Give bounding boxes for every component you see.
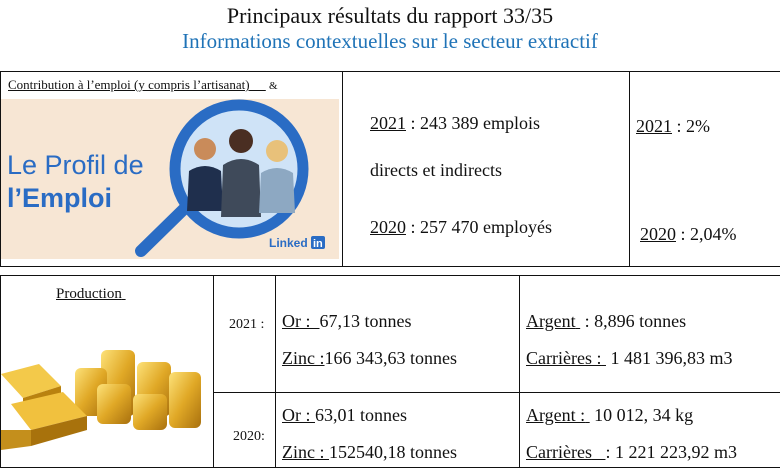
production-year-2020: 2020: (233, 429, 265, 444)
or-2021: Or : 67,13 tonnes (282, 311, 412, 331)
illustration-title-1: Le Profil de (7, 150, 144, 180)
argent-2020: Argent : 10 012, 34 kg (526, 405, 694, 425)
or-2020: Or : 63,01 tonnes (282, 405, 407, 425)
person-body-3 (259, 168, 295, 213)
production-heading: Production (56, 286, 122, 302)
illustration-title-2: l’Emploi (7, 183, 113, 213)
emploi-divider-2 (629, 71, 630, 267)
linkedin-logo-in: in (313, 238, 323, 250)
zinc-2021: Zinc :166 343,63 tonnes (282, 348, 457, 368)
person-head-2 (229, 129, 253, 153)
gold-illustration (1, 334, 211, 464)
person-head-1 (194, 138, 216, 160)
production-divider-3 (519, 275, 520, 468)
carrieres-2021: Carrières : 1 481 396,83 m3 (526, 348, 733, 368)
emploi-heading: Contribution à l’emploi (y compris l’artisanat) & (8, 77, 278, 92)
emploi-2020: 2020 : 257 470 employés (370, 217, 552, 237)
carrieres-2020: Carrières : 1 221 223,92 m3 (526, 442, 737, 462)
person-head-3 (266, 140, 288, 162)
production-row-divider (213, 392, 780, 393)
emploi-2021-cont: directs et indirects (370, 160, 502, 180)
person-body-2 (221, 159, 261, 217)
emploi-divider-1 (342, 71, 343, 267)
argent-2021: Argent : 8,896 tonnes (526, 311, 687, 331)
production-year-2021: 2021 : (229, 317, 265, 332)
page-subtitle: Informations contextuelles sur le secteur extractif (182, 29, 598, 53)
pct-2020: 2020 : 2,04% (640, 224, 737, 244)
production-divider-1 (213, 275, 214, 468)
person-body-1 (187, 166, 223, 211)
coin-stacks (75, 350, 201, 430)
pct-2021: 2021 : 2% (636, 116, 710, 136)
emploi-2021: 2021 : 243 389 emplois (370, 113, 540, 133)
gold-bars (1, 364, 87, 450)
production-divider-2 (275, 275, 276, 468)
zinc-2020: Zinc : 152540,18 tonnes (282, 442, 457, 462)
emploi-illustration (1, 99, 339, 259)
linkedin-logo-text: Linked (269, 236, 308, 250)
page-title: Principaux résultats du rapport 33/35 (226, 3, 554, 28)
